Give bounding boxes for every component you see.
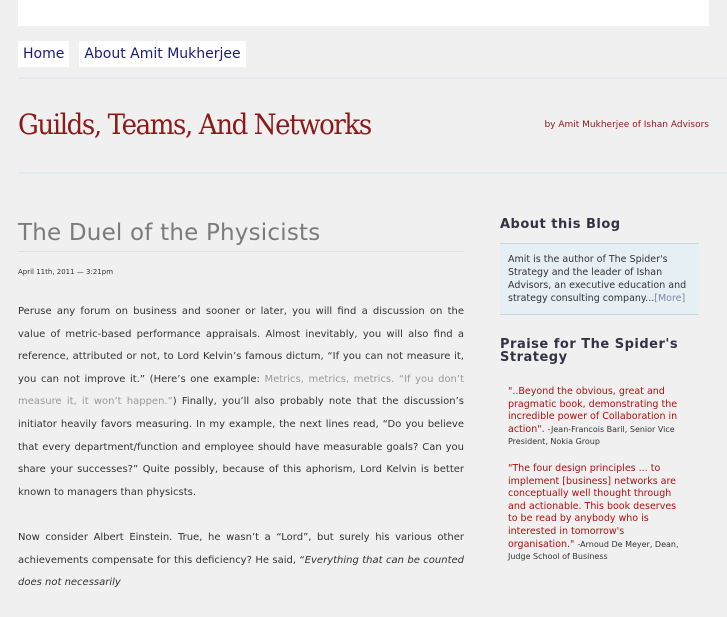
nav-home[interactable]: Home xyxy=(18,41,69,67)
divider xyxy=(18,77,727,79)
praise-item xyxy=(508,386,688,449)
post-paragraph xyxy=(18,527,464,595)
post-body xyxy=(18,301,464,617)
post-title[interactable]: The Duel of the Physicists xyxy=(18,220,464,252)
top-banner xyxy=(18,0,709,26)
praise-item xyxy=(508,463,688,564)
praise-heading: Praise for The Spider's Strategy xyxy=(500,337,679,365)
site-byline: by Amit Mukherjee of Ishan Advisors xyxy=(544,120,709,130)
about-box xyxy=(500,243,699,315)
about-more-link[interactable]: [More] xyxy=(654,293,686,304)
praise-attribution: -Jean-Francois Baril, Senior Vice President, Nokia Group xyxy=(508,424,675,447)
praise-quote: "The four design principles ... to implement [business] networks are conceptually well thought through and actionable. This book deserves to be read by anybody who is interested in tomorrow's organisation." xyxy=(508,463,677,550)
post-paragraph xyxy=(18,301,464,504)
about-heading: About this Blog xyxy=(500,217,621,232)
nav-about-amit[interactable]: About Amit Mukherjee xyxy=(79,41,245,67)
post-text: ) Finally, you’ll also probably note that the discussion’s initiator heavily favors measuring. In my example, the next lines read, “Do you believe that every department/function and employee should have measurable goals? Can you share your successes?” Quite possibly, because of this aphorism, Lord Kelvin is better known to managers than physicsts. xyxy=(18,396,465,498)
post-text: Peruse any forum on business and sooner or later, you will find a discussion on the value of metric-based performance appraisals. Almost inevitably, you will also find a reference, attributed or not, to Lord Kelvin’s famous dictum, “If you can not measure it, you can not improve it.” (Here’s one example: xyxy=(18,306,464,385)
site-title[interactable]: Guilds, Teams, And Networks xyxy=(18,108,371,141)
post-text: Now consider Albert Einstein. True, he wasn’t a “Lord”, but surely his various other achievements compensate for this deficiency? He said, “ xyxy=(18,531,464,566)
divider xyxy=(18,172,727,174)
post-emphasis: Everything that can be counted does not necessarily xyxy=(18,554,465,589)
main-nav xyxy=(18,41,246,67)
praise-quote: "..Beyond the obvious, great and pragmatic book, demonstrating the incredible power of Collaboration in action". xyxy=(508,386,678,435)
praise-attribution: -Arnoud De Meyer, Dean, Judge School of Business xyxy=(508,539,679,562)
post-date: April 11th, 2011 — 3:21pm xyxy=(18,268,114,276)
post-quote-link[interactable]: Metrics, metrics, metrics. “If you don’t measure it, it won’t happen.” xyxy=(18,373,464,408)
about-text: Amit is the author of The Spider's Strategy and the leader of Ishan Advisors, an executive education and strategy consulting company... xyxy=(508,254,687,304)
